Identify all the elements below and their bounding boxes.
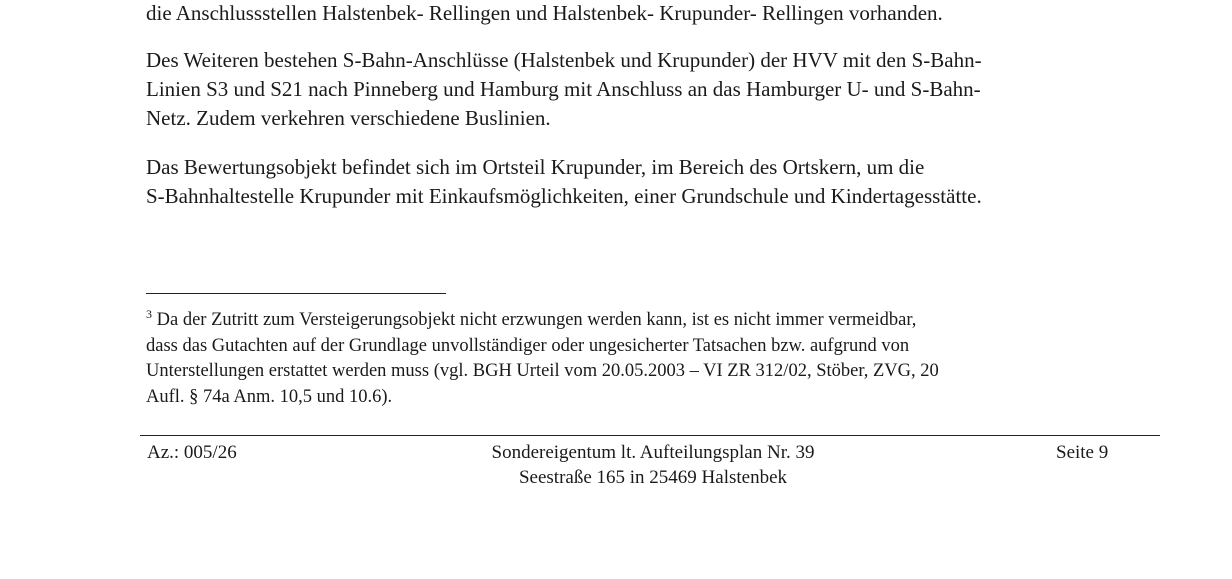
footer-subject bbox=[453, 440, 853, 490]
body-paragraph-3: Das Bewertungsobjekt befindet sich im Ortsteil Krupunder, im Bereich des Ortskern, um die S-Bahnhaltestelle Krupunder mit Einkaufsmöglichkeiten, einer Grundschule und Kindertagesstätte. bbox=[146, 155, 982, 208]
footnote bbox=[146, 308, 1146, 410]
footer-subject-line-1: Sondereigentum lt. Aufteilungsplan Nr. 39 bbox=[491, 442, 815, 463]
body-paragraph-2: Des Weiteren bestehen S-Bahn-Anschlüsse (Halstenbek und Krupunder) der HVV mit den S-Bahn- Linien S3 und S21 nach Pinneberg und Hamburg mit Anschluss an das Hamburger U- und S-Bahn- Netz. Zudem verkehren verschiedene Buslinien. bbox=[146, 48, 982, 130]
footnote-separator bbox=[146, 293, 446, 294]
footer-subject-line-2: Seestraße 165 in 25469 Halstenbek bbox=[518, 467, 788, 488]
footer-separator bbox=[140, 435, 1160, 436]
footnote-marker: 3 bbox=[146, 307, 152, 321]
footer-reference: Az.: 005/26 bbox=[147, 442, 237, 463]
footer-page-number: Seite 9 bbox=[1056, 442, 1109, 463]
body-paragraph-1: die Anschlussstellen Halstenbek- Rellingen und Halstenbek- Krupunder- Rellingen vorhanden. bbox=[146, 1, 943, 25]
footnote-text: Da der Zutritt zum Versteigerungsobjekt nicht erzwungen werden kann, ist es nicht immer vermeidbar, dass das Gutachten auf der Grundlage unvollständiger oder ungesicherter Tatsachen bzw. aufgrund von Unterstellungen erstattet werden muss (vgl. BGH Urteil vom 20.05.2003 – VI ZR 312/02, Stöber, ZVG, 20 Aufl. § 74a Anm. 10,5 und 10.6). bbox=[146, 310, 939, 407]
